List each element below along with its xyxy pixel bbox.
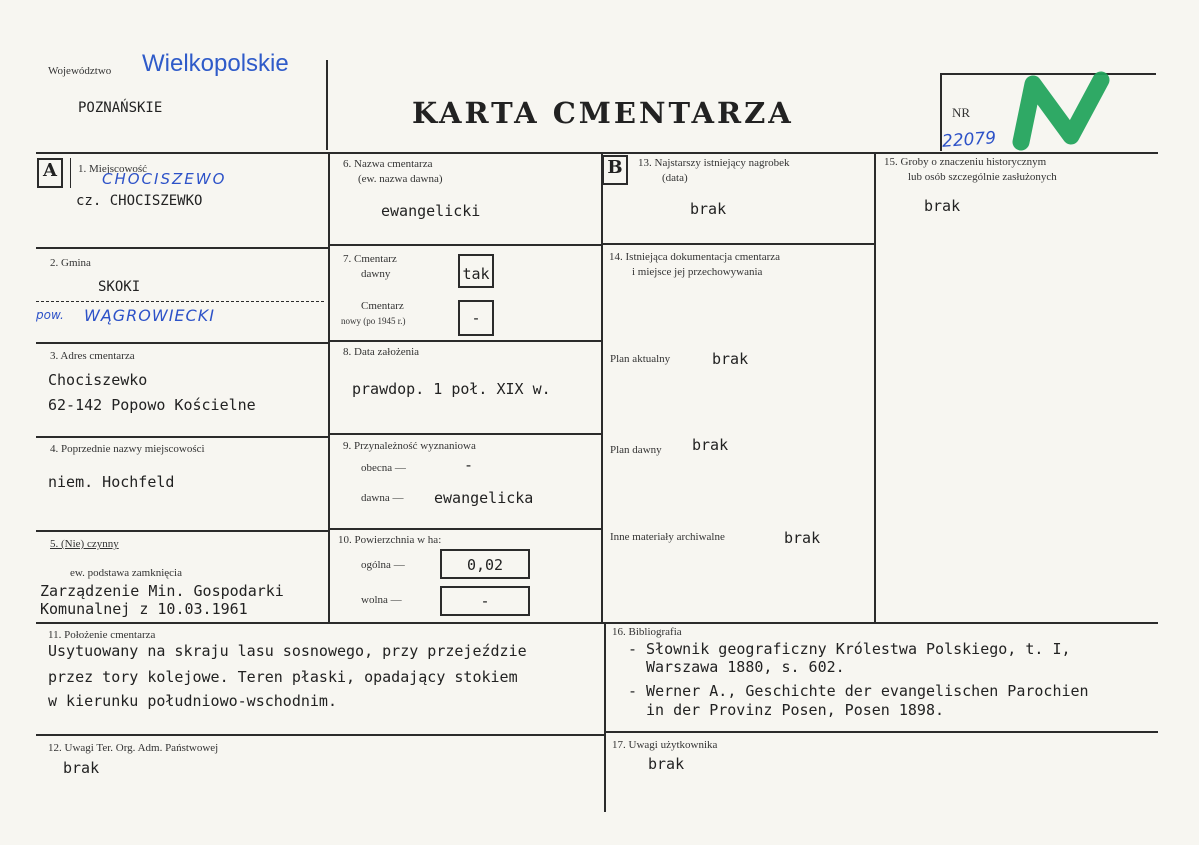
f7-dawny-val: tak [462, 265, 490, 283]
f3-line1: Chociszewko [48, 371, 148, 389]
rule-a4 [36, 530, 328, 532]
f7-nowy-val: - [471, 309, 481, 327]
f14-sub: i miejsce jej przechowywania [632, 266, 763, 278]
plan-dawny-val: brak [692, 436, 729, 454]
f1-handwritten: CHOCISZEWO [102, 170, 227, 188]
f7-nowy-sub: nowy (po 1945 r.) [341, 316, 406, 326]
f12-value: brak [63, 759, 100, 777]
f2-value: SKOKI [98, 279, 141, 295]
f5-line1: Zarządzenie Min. Gospodarki [40, 582, 284, 600]
f17-value: brak [648, 755, 685, 773]
f5-sub: ew. podstawa zamknięcia [70, 567, 182, 579]
rule-a1 [36, 247, 328, 249]
rule-b3 [328, 433, 601, 435]
f10-label: 10. Powierzchnia w ha: [338, 534, 442, 546]
f11-line2: przez tory kolejowe. Teren płaski, opadający stokiem [48, 668, 518, 686]
f12-label: 12. Uwagi Ter. Org. Adm. Państwowej [48, 742, 219, 754]
f16-line4: in der Provinz Posen, Posen 1898. [646, 701, 945, 719]
f9-label: 9. Przynależność wyznaniowa [343, 440, 476, 452]
f6-sub: (ew. nazwa dawna) [358, 173, 443, 185]
f15-sub: lub osób szczególnie zasłużonych [908, 171, 1057, 183]
plan-aktualny-val: brak [712, 350, 749, 368]
f16-line3: - Werner A., Geschichte der evangelischen Parochien [628, 682, 1089, 700]
old-province: POZNAŃSKIE [78, 100, 163, 116]
rule-b2 [328, 340, 601, 342]
f9-obecna: obecna — [361, 462, 406, 474]
rule-c1 [601, 243, 874, 245]
f15-label: 15. Groby o znaczeniu historycznym [884, 156, 1047, 168]
pow-dotted-rule [36, 301, 324, 302]
rule-bottom-mid-left [36, 734, 604, 736]
f7-nowy-label: Cmentarz [361, 300, 404, 312]
f13-label: 13. Najstarszy istniejący nagrobek [638, 157, 790, 169]
f4-value: niem. Hochfeld [48, 473, 175, 491]
f3-line2: 62-142 Popowo Kościelne [48, 396, 256, 414]
rule-a2 [36, 342, 328, 344]
f8-value: prawdop. 1 poł. XIX w. [352, 380, 551, 398]
f13-value: brak [690, 200, 727, 218]
f8-label: 8. Data założenia [343, 346, 420, 358]
rule-bottom-top [36, 622, 1158, 624]
f17-label: 17. Uwagi użytkownika [612, 739, 718, 751]
f11-line1: Usytuowany na skraju lasu sosnowego, przy przejeździe [48, 642, 527, 660]
f13-sub: (data) [662, 172, 688, 184]
main-top-rule [36, 152, 1158, 154]
f6-label: 6. Nazwa cmentarza [343, 158, 433, 170]
section-a-tick [70, 158, 71, 188]
wojewodztwo-label: Województwo [48, 65, 112, 77]
f2-pow-value: WĄGROWIECKI [84, 306, 215, 325]
inne-label: Inne materiały archiwalne [610, 531, 725, 543]
f15-value: brak [924, 197, 961, 215]
f11-label: 11. Położenie cmentarza [48, 629, 156, 641]
f10-wolna-val: - [480, 592, 490, 610]
f9-dawna-val: ewangelicka [434, 489, 534, 507]
rule-b1 [328, 244, 601, 246]
f16-line1: - Słownik geograficzny Królestwa Polskiego, t. I, [628, 640, 1071, 658]
plan-aktualny-label: Plan aktualny [610, 353, 671, 365]
wojewodztwo-value: Wielkopolskie [142, 50, 289, 77]
col-divider-2 [601, 152, 603, 622]
f1-label: 1. Miejscowość [78, 163, 148, 175]
section-a-letter: A [43, 160, 57, 181]
f5-label: 5. (Nie) czynny [50, 538, 119, 550]
f7-dawny: dawny [361, 268, 391, 280]
f9-obecna-val: - [464, 456, 474, 474]
col-divider-1 [328, 152, 330, 622]
f10-ogolna: ogólna — [361, 559, 405, 571]
f11-line3: w kierunku południowo-wschodnim. [48, 692, 337, 710]
f3-label: 3. Adres cmentarza [50, 350, 135, 362]
nr-label: NR [952, 105, 971, 120]
rule-b4 [328, 528, 601, 530]
f1-value: cz. CHOCISZEWKO [76, 193, 203, 209]
f16-line2: Warszawa 1880, s. 602. [646, 658, 845, 676]
f6-value: ewangelicki [381, 202, 481, 220]
f4-label: 4. Poprzednie nazwy miejscowości [50, 443, 205, 455]
col-divider-bottom [604, 622, 606, 812]
f16-label: 16. Bibliografia [612, 626, 682, 638]
f9-dawna: dawna — [361, 492, 404, 504]
f7-label: 7. Cmentarz [343, 253, 397, 265]
f2-pow-prefix: pow. [36, 308, 64, 322]
f5-line2: Komunalnej z 10.03.1961 [40, 600, 248, 618]
rule-bottom-mid-right [604, 731, 1158, 733]
col-divider-3 [874, 152, 876, 622]
page-title: KARTA CMENTARZA [412, 96, 794, 130]
nr-value: 22079 [941, 128, 997, 152]
f10-wolna: wolna — [361, 594, 402, 606]
plan-dawny-label: Plan dawny [610, 444, 662, 456]
f2-label: 2. Gmina [50, 257, 91, 269]
section-b-letter: B [607, 157, 623, 178]
rule-a3 [36, 436, 328, 438]
inne-val: brak [784, 529, 821, 547]
f14-label: 14. Istniejąca dokumentacja cmentarza [609, 251, 781, 263]
f10-ogolna-val: 0,02 [466, 556, 504, 574]
header-divider [326, 60, 328, 150]
n-stamp-icon [1005, 70, 1115, 155]
